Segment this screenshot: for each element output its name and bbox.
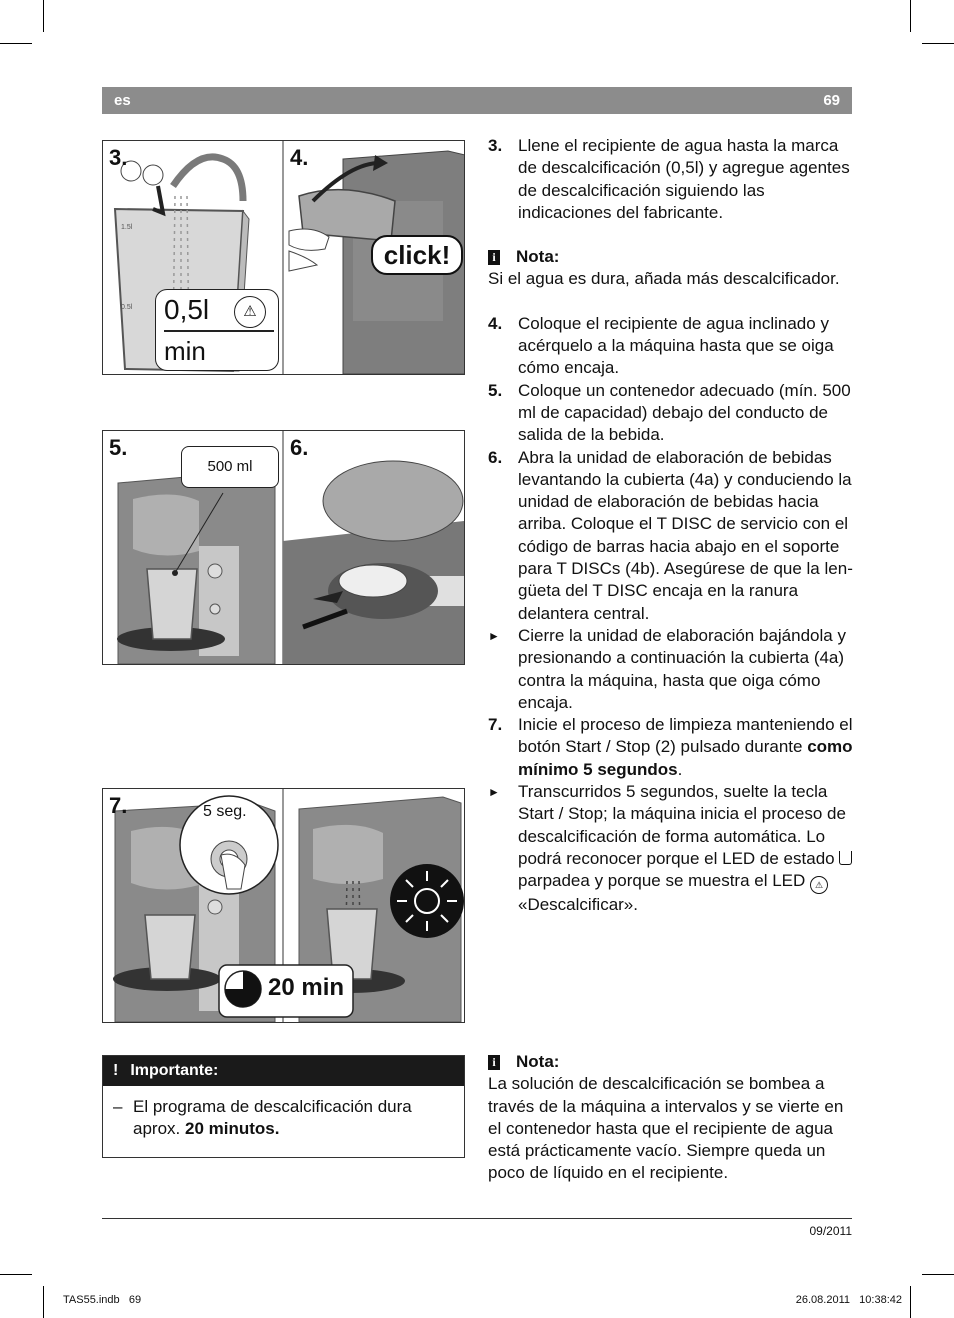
- step-3: [488, 135, 858, 224]
- tank-mark-0-5l: 0.5l: [121, 304, 133, 311]
- crop-mark: [910, 1286, 911, 1318]
- fill-mark-callout: [155, 289, 279, 371]
- click-callout: click!: [371, 235, 463, 275]
- crop-mark: [910, 0, 911, 32]
- crop-mark: [43, 1286, 44, 1318]
- descale-icon: ⚠: [234, 296, 266, 328]
- step-text: Coloque un contenedor adecuado (mín. 500 ml de capacidad) debajo del conducto de salida de la bebida.: [518, 380, 851, 445]
- edition-date: 09/2011: [809, 1224, 852, 1238]
- figure-steps-3-4: [102, 140, 465, 375]
- important-box: [102, 1055, 465, 1158]
- step-4: [488, 313, 858, 380]
- step-number: 4.: [488, 313, 503, 333]
- step-text: Abra la unidad de elaboración de bebidas levantando la cubierta (4a) y conduciendo la unidad de elaboración de bebidas hacia arriba. Coloque el T DISC de servicio con el código de barras hacia abajo en el soporte para T DISCs (4b). Asegúrese de que la lengüeta del T DISC encaja en la ranura delantera central.: [518, 447, 853, 623]
- fill-mark-unit: min: [164, 336, 206, 366]
- print-timestamp: 26.08.2011 10:38:42: [795, 1294, 902, 1306]
- step-5: [488, 380, 858, 447]
- figure-step-7: [102, 788, 465, 1023]
- important-text-bold: 20 minutos.: [184, 1119, 280, 1139]
- crop-mark: [43, 0, 44, 32]
- note-heading: [488, 246, 858, 268]
- cup-icon: [839, 851, 852, 865]
- figure-step-label-7: 7.: [109, 793, 128, 818]
- figure-steps-5-6: [102, 430, 465, 665]
- fill-mark-divider: [164, 330, 274, 332]
- info-icon: i: [488, 250, 500, 265]
- step-6-followup: [488, 625, 858, 714]
- arrow-bullet-icon: ►: [488, 785, 500, 800]
- important-text: [113, 1096, 454, 1141]
- file-name: TAS55.indb 69: [63, 1294, 142, 1306]
- fill-mark-label: 0,5l: [164, 294, 210, 325]
- footer-rule: [102, 1218, 852, 1219]
- important-text-a: El programa de descalcificación dura aprox.: [133, 1097, 412, 1139]
- tank-mark-1-5l: 1.5l: [121, 224, 133, 231]
- step-text-end: .: [677, 759, 683, 779]
- figure-step-label-4: 4.: [290, 145, 309, 170]
- dash-bullet: –: [113, 1097, 123, 1116]
- page-number: 69: [823, 92, 840, 109]
- timer-label: 20 min: [268, 974, 345, 1001]
- note-text: Si el agua es dura, añada más descalcificador.: [488, 269, 840, 289]
- step-6: [488, 447, 858, 625]
- crop-mark: [0, 43, 32, 44]
- crop-mark: [0, 1274, 32, 1275]
- step-number: 5.: [488, 380, 503, 400]
- illustration-container-and-tdisc: [103, 431, 464, 664]
- page-header: [102, 87, 852, 114]
- button-hold-callout: 5 seg.: [203, 803, 247, 820]
- crop-mark: [922, 43, 954, 44]
- important-header: [103, 1056, 464, 1086]
- note-label: Nota:: [516, 247, 560, 267]
- note-heading: [488, 1051, 853, 1073]
- step-text: Transcurridos 5 segundos, suelte la tecla Start / Stop; la máquina inicia el proceso de descalcificación de forma automática. Lo podrá reconocer porque el LED de estado: [518, 782, 846, 868]
- info-icon: i: [488, 1055, 500, 1070]
- crop-mark: [922, 1274, 954, 1275]
- step-text: Cierre la unidad de elaboración bajándola y presionando a continuación la cubierta (4a) contra la máquina, hasta que oiga cómo encaja.: [518, 625, 846, 712]
- language-code: es: [114, 92, 131, 109]
- step-7-followup: [488, 781, 858, 916]
- step-text: parpadea y porque se muestra el LED: [518, 871, 811, 891]
- note-text: La solución de descalcificación se bombea a través de la máquina a intervalos y se vierte en el contenedor hasta que el recipiente de agua está prácticamente vacío. Siempre queda un poco de líquido en el recipiente.: [488, 1074, 844, 1183]
- descale-icon: ⚠: [810, 876, 828, 894]
- note-label: Nota:: [516, 1052, 560, 1071]
- capacity-callout: 500 ml: [181, 446, 279, 488]
- figure-step-label-3: 3.: [109, 145, 128, 170]
- note-2: [488, 1051, 853, 1185]
- step-text: Llene el recipiente de agua hasta la marca de descalcificación (0,5l) y agregue agentes de descalcificación siguiendo las indicaciones del fabricante.: [518, 136, 850, 222]
- step-text: «Descalcificar».: [518, 895, 638, 915]
- step-number: 6.: [488, 447, 503, 467]
- important-title: Importante:: [130, 1062, 219, 1079]
- step-number: 7.: [488, 715, 503, 735]
- warning-icon: !: [113, 1062, 119, 1079]
- step-text: Inicie el proceso de limpieza manteniendo el botón Start / Stop (2) pulsado durante: [518, 715, 853, 757]
- figure-step-label-5: 5.: [109, 435, 128, 460]
- step-7: [488, 714, 858, 781]
- instructions-column: [488, 135, 858, 917]
- important-body: [103, 1086, 464, 1141]
- step-text-bold: como mínimo 5 segundos: [518, 737, 853, 779]
- figure-step-label-6: 6.: [290, 435, 309, 460]
- arrow-bullet-icon: ►: [488, 628, 500, 643]
- step-number: 3.: [488, 136, 503, 155]
- step-text: Coloque el recipiente de agua inclinado y acérquelo a la máquina hasta que se oiga cómo encaja.: [518, 313, 834, 378]
